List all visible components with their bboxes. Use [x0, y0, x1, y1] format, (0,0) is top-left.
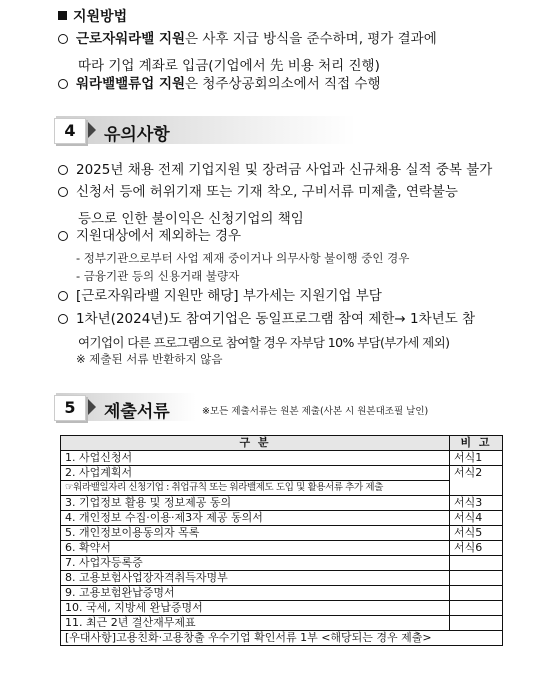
doc-remark: 서식4 — [450, 511, 503, 526]
notice-item-5 — [58, 308, 475, 330]
support-method-title-text: 지원방법 — [73, 9, 128, 25]
section5-arrow-icon — [88, 399, 96, 415]
table-header-row — [61, 436, 503, 451]
doc-footer: [우대사항]고용친화·고용창출 우수기업 확인서류 1부 <해당되는 경우 제출> — [61, 631, 503, 646]
doc-remark — [450, 556, 503, 571]
doc-remark: 서식2 — [450, 466, 503, 496]
doc-remark: 서식5 — [450, 526, 503, 541]
table-row — [61, 511, 503, 526]
documents-table — [60, 435, 503, 646]
doc-item: 5. 개인정보이용동의자 목록 — [61, 526, 450, 541]
support-item-1-text: 은 사후 지급 방식을 준수하며, 평가 결과에 — [185, 31, 437, 47]
circle-bullet-icon — [58, 231, 68, 241]
section4-header-bg — [56, 116, 356, 144]
square-bullet-icon — [58, 11, 67, 20]
circle-bullet-icon — [58, 34, 68, 44]
doc-item: 6. 확약서 — [61, 541, 450, 556]
doc-item: 2. 사업계획서 — [61, 466, 450, 481]
section4-number: 4 — [54, 118, 86, 144]
support-item-1-cont: 따라 기업 계좌로 입금(기업에서 先 비용 처리 진행) — [78, 58, 380, 74]
circle-bullet-icon — [58, 79, 68, 89]
doc-remark: 서식6 — [450, 541, 503, 556]
table-row — [61, 616, 503, 631]
support-item-1 — [58, 28, 437, 50]
notice-item-5-cont: 여기업이 다른 프로그램으로 참여할 경우 자부담 10% 부담(부가세 제외) — [78, 335, 450, 350]
table-row — [61, 601, 503, 616]
table-row — [61, 571, 503, 586]
section5-number: 5 — [54, 395, 86, 421]
table-row — [61, 556, 503, 571]
support-item-1-bold: 근로자워라밸 지원 — [76, 31, 186, 47]
section5-title: 제출서류 — [104, 402, 170, 422]
circle-bullet-icon — [58, 187, 68, 197]
doc-item: 3. 기업정보 활용 및 정보제공 동의 — [61, 496, 450, 511]
notice-item-4 — [58, 285, 382, 307]
notice-item-3-sub-1: - 정부기관으로부터 사업 제재 중이거나 의무사항 불이행 중인 경우 — [76, 251, 410, 265]
table-row — [61, 451, 503, 466]
doc-item: 7. 사업자등록증 — [61, 556, 450, 571]
table-row-sub — [61, 481, 503, 496]
doc-item: 4. 개인정보 수집·이용·제3자 제공 동의서 — [61, 511, 450, 526]
circle-bullet-icon — [58, 314, 68, 324]
section4-title: 유의사항 — [104, 125, 170, 145]
section5-note: ※모든 제출서류는 원본 제출(사본 시 원본대조필 날인) — [202, 406, 429, 417]
doc-remark: 서식3 — [450, 496, 503, 511]
doc-remark — [450, 586, 503, 601]
table-row — [61, 466, 503, 481]
support-item-2-text: 은 청주상공회의소에서 직접 수행 — [185, 76, 381, 92]
support-item-2-bold: 워라밸밸류업 지원 — [76, 76, 186, 92]
header-item: 구 분 — [61, 436, 450, 451]
doc-item: 9. 고용보험완납증명서 — [61, 586, 450, 601]
notice-item-2-cont: 등으로 인한 불이익은 신청기업의 책임 — [78, 211, 304, 227]
table-row — [61, 541, 503, 556]
table-footer-row — [61, 631, 503, 646]
doc-item: 10. 국세, 지방세 완납증명서 — [61, 601, 450, 616]
doc-remark — [450, 601, 503, 616]
notice-item-2 — [58, 181, 458, 203]
section4-arrow-icon — [88, 122, 96, 138]
circle-bullet-icon — [58, 165, 68, 175]
doc-item: 8. 고용보험사업장자격취득자명부 — [61, 571, 450, 586]
table-row — [61, 526, 503, 541]
table-row — [61, 496, 503, 511]
notice-item-3-text: 지원대상에서 제외하는 경우 — [76, 228, 242, 244]
notice-item-4-text: [근로자워라밸 지원만 해당] 부가세는 지원기업 부담 — [76, 288, 382, 304]
doc-remark — [450, 571, 503, 586]
doc-item-sub: ☞워라밸일자리 신청기업 : 취업규칙 또는 워라밸제도 도입 및 활용서류 추가 제출 — [61, 481, 450, 496]
notice-item-1-text: 2025년 채용 전제 기업지원 및 장려금 사업과 신규채용 실적 중복 불가 — [76, 162, 493, 178]
doc-remark — [450, 616, 503, 631]
notice-item-5-note: ※ 제출된 서류 반환하지 않음 — [76, 352, 223, 366]
notice-item-3-sub-2: - 금융기관 등의 신용거래 불량자 — [76, 269, 240, 283]
circle-bullet-icon — [58, 291, 68, 301]
support-item-2 — [58, 73, 380, 95]
notice-item-5-text: 1차년(2024년)도 참여기업은 동일프로그램 참여 제한→ 1차년도 참 — [76, 311, 476, 327]
notice-item-1 — [58, 159, 492, 181]
doc-remark: 서식1 — [450, 451, 503, 466]
doc-item: 11. 최근 2년 결산재무제표 — [61, 616, 450, 631]
doc-item: 1. 사업신청서 — [61, 451, 450, 466]
support-method-title — [58, 6, 127, 26]
table-row — [61, 586, 503, 601]
header-remark: 비 고 — [450, 436, 503, 451]
notice-item-3 — [58, 225, 241, 247]
notice-item-2-text: 신청서 등에 허위기재 또는 기재 착오, 구비서류 미제출, 연락불능 — [76, 184, 458, 200]
